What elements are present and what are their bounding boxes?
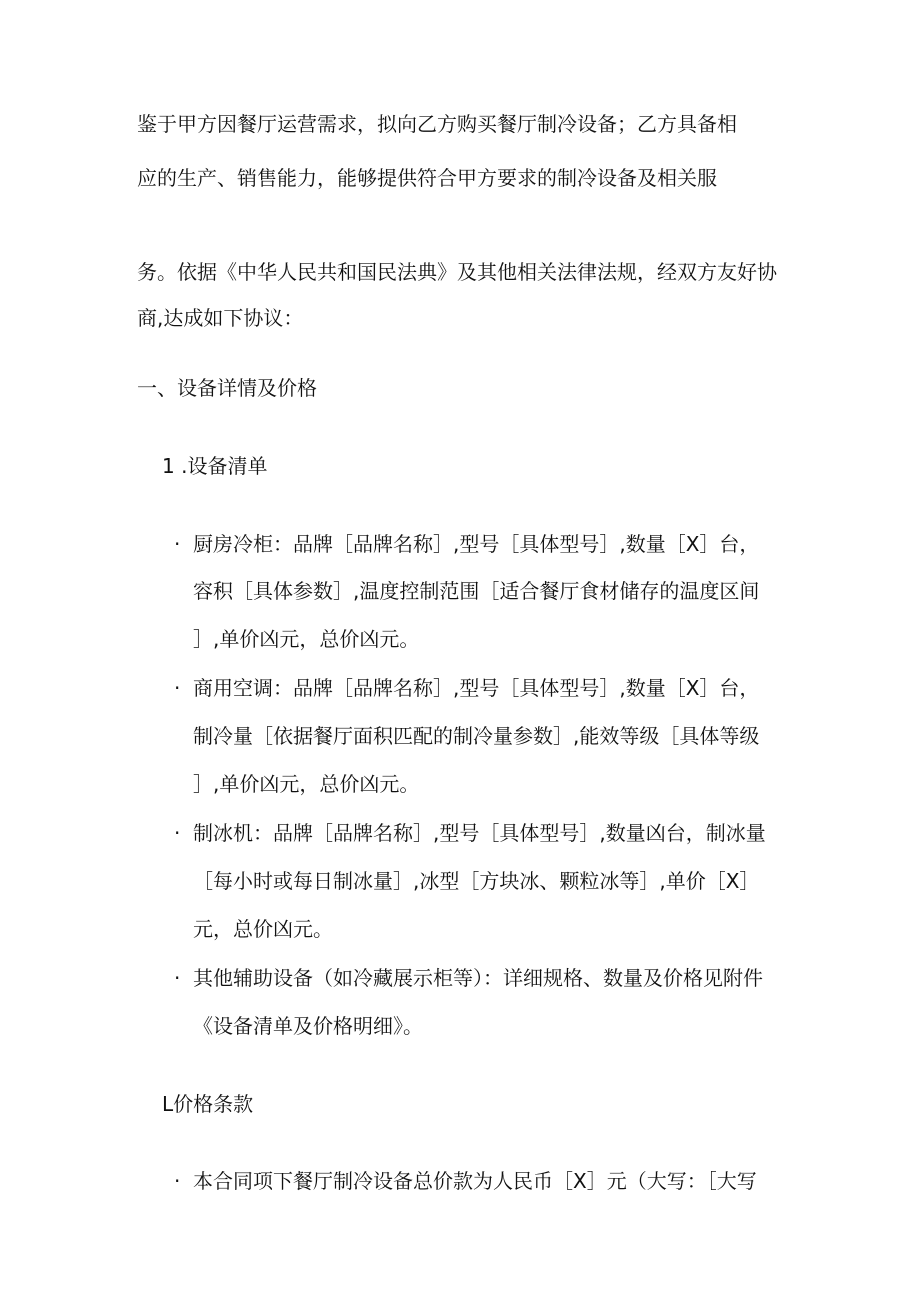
bullet-marker: · [174,821,181,845]
list-item-line: 本合同项下餐厅制冷设备总价款为人民币［X］元（大写：［大写 [193,1169,757,1193]
bullet-marker: · [174,676,181,700]
subsection-heading-equipment-list: 1 .设备清单 [162,454,268,478]
intro-line-3: 务。依据《中华人民共和国民法典》及其他相关法律法规，经双方友好协 [137,260,777,284]
list-item-line: ］,单价凶元，总价凶元。 [193,772,420,796]
list-item-line: 《设备清单及价格明细》。 [193,1014,423,1038]
bullet-marker: · [174,1169,181,1193]
intro-line-1: 鉴于甲方因餐厅运营需求，拟向乙方购买餐厅制冷设备；乙方具备相 [137,112,737,136]
subsection-heading-price-terms: L价格条款 [162,1092,254,1116]
list-item-line: 其他辅助设备（如冷藏展示柜等）：详细规格、数量及价格见附件 [193,966,763,990]
list-item-line: ］,单价凶元，总价凶元。 [193,627,420,651]
bullet-marker: · [174,966,181,990]
list-item-line: 元，总价凶元。 [193,917,333,941]
section-heading: 一、设备详情及价格 [137,376,317,400]
list-item-line: 制冰机：品牌［品牌名称］,型号［具体型号］,数量凶台，制冰量 [193,821,766,845]
bullet-marker: · [174,532,181,556]
list-item-line: 制冷量［依据餐厅面积匹配的制冷量参数］,能效等级［具体等级 [193,724,760,748]
list-item-line: 容积［具体参数］,温度控制范围［适合餐厅食材储存的温度区间 [193,579,760,603]
intro-line-2: 应的生产、销售能力，能够提供符合甲方要求的制冷设备及相关服 [137,166,717,190]
intro-line-4: 商,达成如下协议： [137,306,304,330]
list-item-line: 商用空调：品牌［品牌名称］,型号［具体型号］,数量［X］台， [193,676,760,700]
list-item-line: ［每小时或每日制冰量］,冰型［方块冰、颗粒冰等］,单价［X］ [193,869,760,893]
list-item-line: 厨房冷柜：品牌［品牌名称］,型号［具体型号］,数量［X］台， [193,532,760,556]
